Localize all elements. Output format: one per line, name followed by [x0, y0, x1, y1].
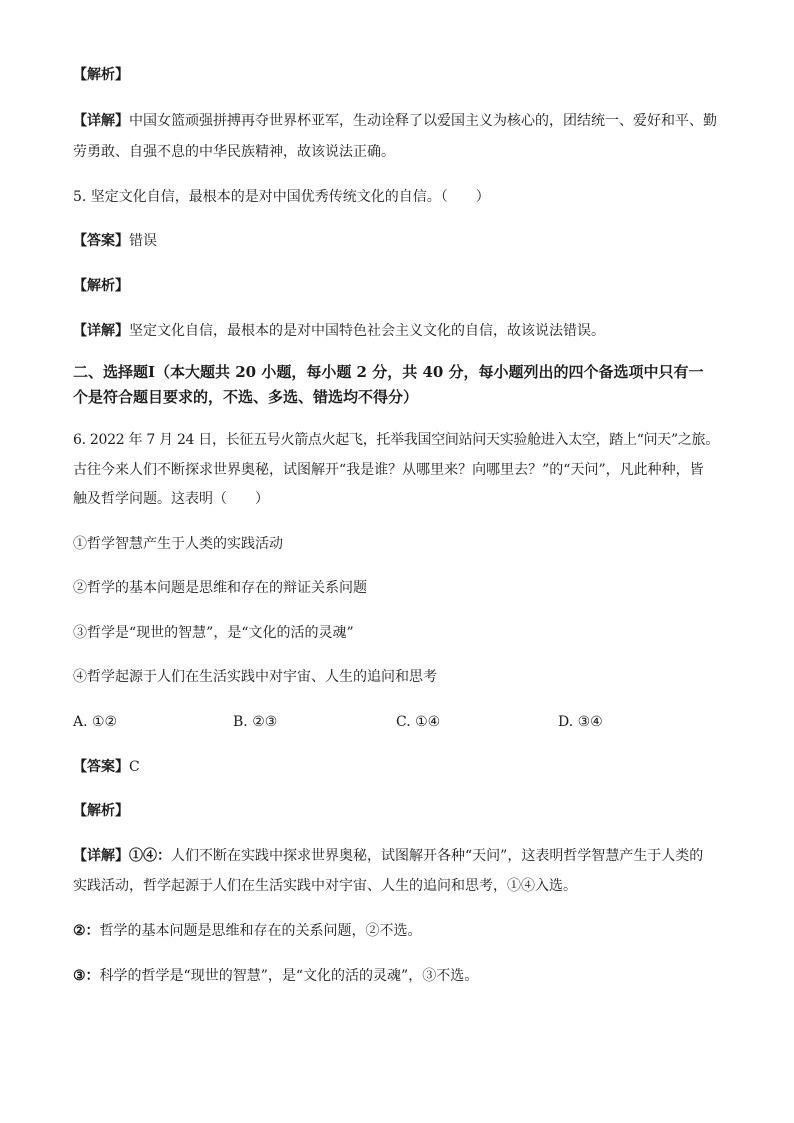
statement-3: ③哲学是“现世的智慧”，是“文化的活的灵魂” [73, 625, 354, 641]
analysis-heading-q4: 【解析】 [73, 67, 129, 83]
option-d: D. ③④ [558, 714, 603, 730]
option-b: B. ②③ [233, 714, 278, 730]
explanation-q5: 【详解】坚定文化自信，最根本的是对中国特色社会主义文化的自信，故该说法错误。 [73, 323, 605, 339]
question-5: 5. 坚定文化自信，最根本的是对中国优秀传统文化的自信。（ ） [73, 189, 490, 205]
explanation-q6-line4: ③：科学的哲学是“现世的智慧”，是“文化的活的灵魂”，③不选。 [73, 968, 479, 984]
statement-1: ①哲学智慧产生于人类的实践活动 [73, 536, 283, 552]
section-heading-line1: 二、选择题Ⅰ（本大题共 20 小题，每小题 2 分，共 40 分，每小题列出的四个备选项中只有一 [73, 363, 704, 381]
statement-2: ②哲学的基本问题是思维和存在的辩证关系问题 [73, 580, 367, 596]
question-6-line2: 古往今来人们不断探求世界奥秘，试图解开“我是谁？从哪里来？向哪里去？”的“天问”，凡此种种，皆 [73, 462, 704, 478]
explanation-q6-line2: 实践活动，哲学起源于人们在生活实践中对宇宙、人生的追问和思考，①④入选。 [73, 878, 577, 894]
explanation-q4-line1: 【详解】中国女篮顽强拼搏再夺世界杯亚军，生动诠释了以爱国主义为核心的，团结统一、爱好和平、勤 [73, 113, 717, 129]
section-heading-line2: 个是符合题目要求的，不选、多选、错选均不得分） [73, 388, 419, 406]
answer-q6: 【答案】C [73, 759, 140, 775]
statement-4: ④哲学起源于人们在生活实践中对宇宙、人生的追问和思考 [73, 669, 437, 685]
option-a: A. ①② [73, 714, 118, 730]
explanation-q4-line2: 劳勇敢、自强不息的中华民族精神，故该说法正确。 [73, 144, 395, 160]
analysis-heading-q6: 【解析】 [73, 803, 129, 819]
analysis-heading-q5: 【解析】 [73, 278, 129, 294]
question-6-line3: 触及哲学问题。这表明（ ） [73, 491, 269, 507]
explanation-q6-line3: ②：哲学的基本问题是思维和存在的关系问题，②不选。 [73, 923, 422, 939]
option-c: C. ①④ [396, 714, 441, 730]
explanation-q6-line1: 【详解】①④：人们不断在实践中探求世界奥秘，试图解开各种“天问”，这表明哲学智慧产生于人类的 [73, 848, 704, 864]
answer-q5: 【答案】错误 [73, 233, 157, 249]
question-6-line1: 6. 2022 年 7 月 24 日，长征五号火箭点火起飞，托举我国空间站问天实验舱进入太空，踏上“问天”之旅。 [73, 432, 719, 448]
